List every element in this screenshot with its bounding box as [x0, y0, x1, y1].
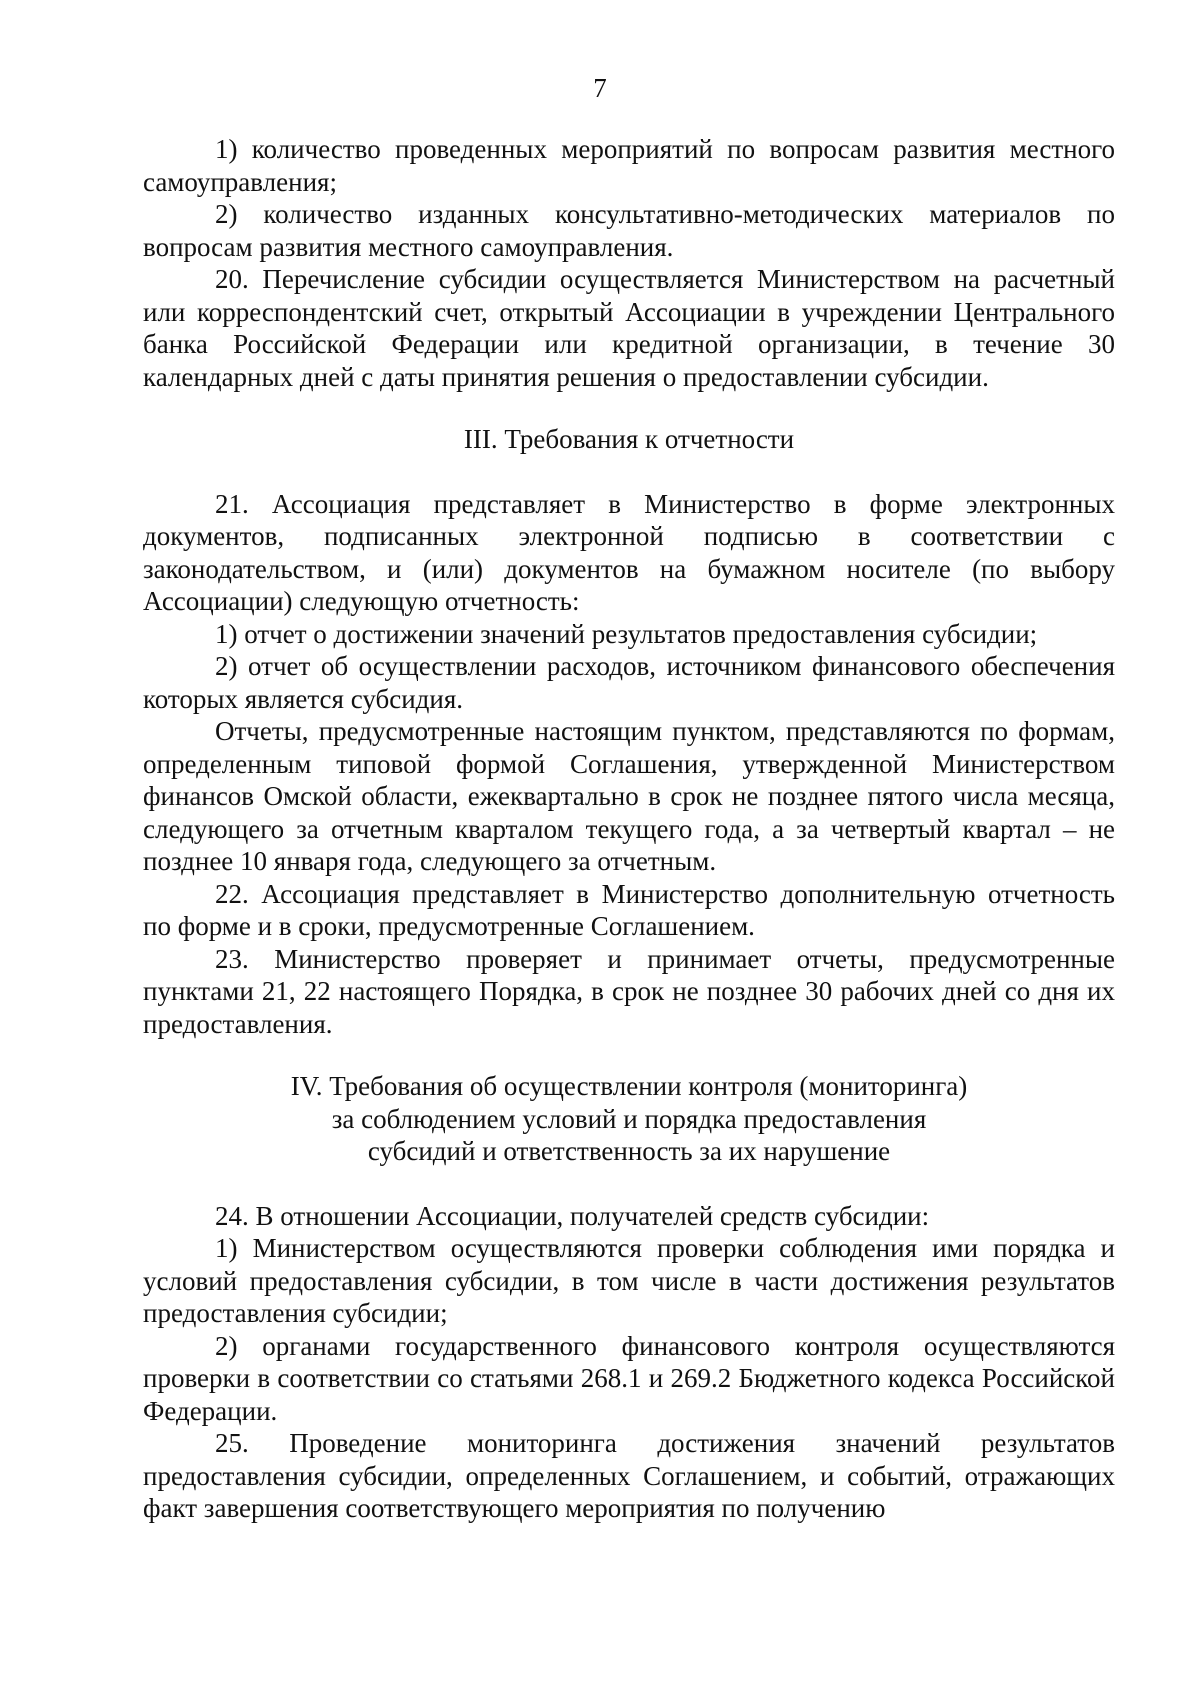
paragraph: 20. Перечисление субсидии осуществляется Министерством на расчетный или корреспондентский счет, открытый Ассоциации в учреждении Центрального банка Российской Федерации или кредитной организации, в течение 30 календарных дней с даты принятия решения о предоставлении субсидии.: [143, 264, 1115, 392]
paragraph: 1) количество проведенных мероприятий по вопросам развития местного самоуправления;: [143, 134, 1115, 197]
section-heading-4: [143, 1070, 1115, 1168]
heading-line: за соблюдением условий и порядка предоставления: [331, 1103, 927, 1134]
paragraph: 21. Ассоциация представляет в Министерство в форме электронных документов, подписанных электронной подписью в соответствии с законодательством, и (или) документов на бумажном носителе (по выбору Ассоциации) следующую отчетность:: [143, 488, 1115, 616]
page-number: 7: [593, 73, 607, 103]
paragraph: 23. Министерство проверяет и принимает отчеты, предусмотренные пунктами 21, 22 настоящего Порядка, в срок не позднее 30 рабочих дней со дня их предоставления.: [143, 943, 1115, 1039]
heading-line: IV. Требования об осуществлении контроля (мониторинга): [290, 1071, 968, 1101]
paragraph: 1) отчет о достижении значений результатов предоставления субсидии;: [215, 618, 1038, 649]
paragraph: 2) количество изданных консультативно-методических материалов по вопросам развития местного самоуправления.: [143, 199, 1115, 262]
section-3-body: [143, 488, 1115, 1041]
paragraph: 25. Проведение мониторинга достижения значений результатов предоставления субсидии, определенных Соглашением, и событий, отражающих факт завершения соответствующего мероприятия по получению: [143, 1428, 1115, 1523]
document-body: [143, 133, 1115, 1525]
paragraph: 24. В отношении Ассоциации, получателей средств субсидии:: [215, 1200, 930, 1231]
section-heading-3: III. Требования к отчетности: [463, 424, 795, 454]
paragraph: 2) отчет об осуществлении расходов, источником финансового обеспечения которых является субсидия.: [143, 651, 1115, 714]
section-4-body: [143, 1200, 1115, 1525]
paragraph: Отчеты, предусмотренные настоящим пунктом, представляются по формам, определенным типовой формой Соглашения, утвержденной Министерством финансов Омской области, ежеквартально в срок не позднее пятого числа месяца, следующего за отчетным кварталом текущего года, а за четвертый квартал – не позднее 10 января года, следующего за отчетным.: [143, 716, 1115, 876]
paragraph: 22. Ассоциация представляет в Министерство дополнительную отчетность по форме и в сроки, предусмотренные Соглашением.: [143, 878, 1115, 941]
heading-line: субсидий и ответственность за их нарушение: [367, 1136, 891, 1166]
paragraph: 1) Министерством осуществляются проверки соблюдения ими порядка и условий предоставления субсидии, в том числе в части достижения результатов предоставления субсидии;: [143, 1233, 1115, 1328]
paragraph: 2) органами государственного финансового контроля осуществляются проверки в соответствии со статьями 268.1 и 269.2 Бюджетного кодекса Российской Федерации.: [143, 1330, 1115, 1426]
